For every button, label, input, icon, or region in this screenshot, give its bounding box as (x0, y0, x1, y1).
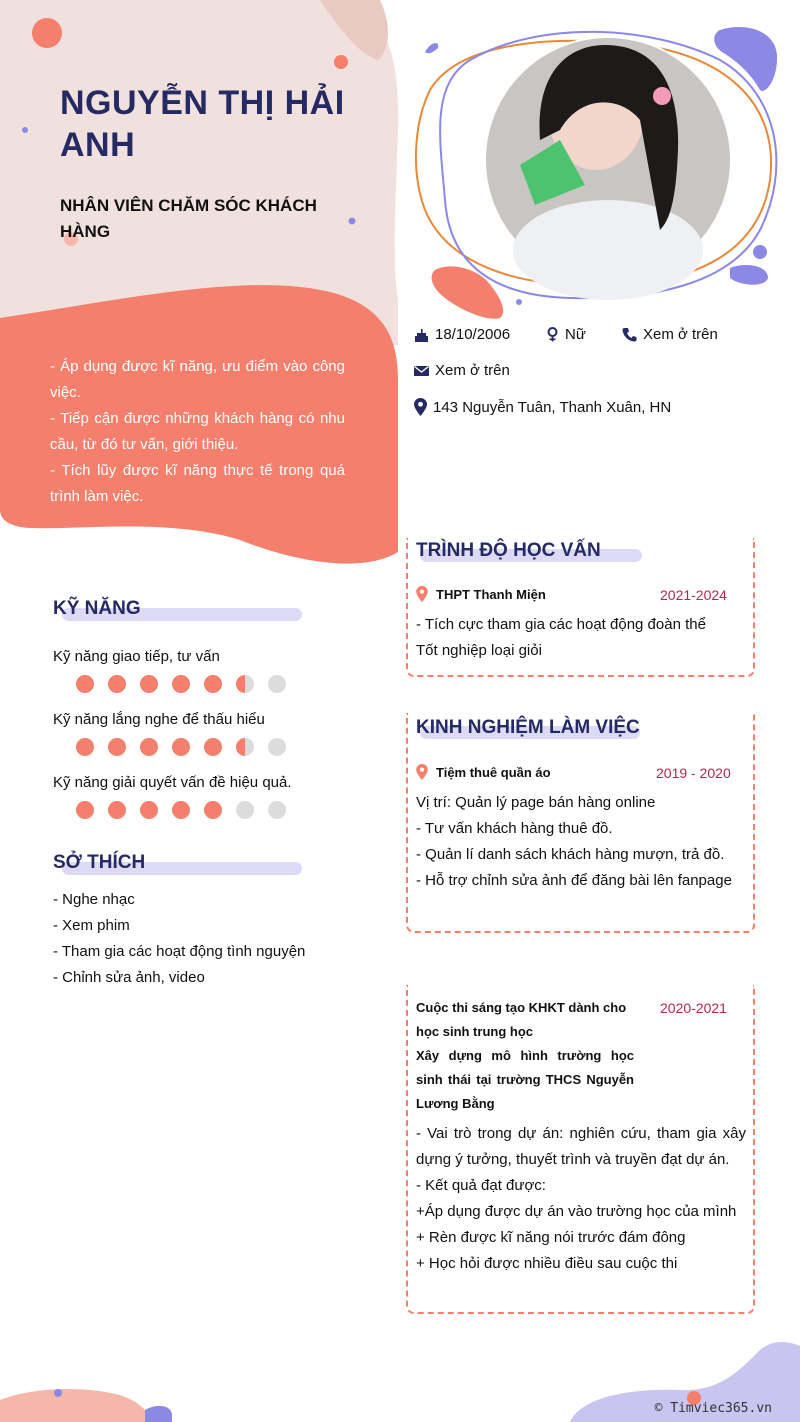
dot-decor (516, 299, 522, 305)
project-date: 2020-2021 (660, 1000, 727, 1016)
school-name: THPT Thanh Miện (436, 587, 546, 602)
experience-details (416, 790, 746, 894)
phone-row (622, 326, 718, 343)
skill-dot (236, 738, 254, 756)
experience-date: 2019 - 2020 (656, 765, 731, 781)
skill-rating (76, 675, 286, 693)
skill-dot (76, 801, 94, 819)
skill-dot (140, 675, 158, 693)
experience-title: KINH NGHIỆM LÀM VIỆC (416, 717, 640, 738)
experience-line: - Quản lí danh sách khách hàng mượn, trả đồ. (416, 846, 725, 863)
hobby-item: - Nghe nhạc (53, 891, 135, 908)
project-line: + Rèn được kĩ năng nói trước đám đông (416, 1229, 686, 1246)
gender-value: Nữ (565, 326, 586, 343)
education-title: TRÌNH ĐỘ HỌC VẤN (416, 540, 601, 561)
career-objective (50, 354, 345, 510)
experience-line: - Tư vấn khách hàng thuê đồ. (416, 820, 613, 837)
lavender-blob-right (730, 265, 768, 285)
dot-decor (22, 127, 28, 133)
objective-line: - Tiếp cận được những khách hàng có nhu cầu, từ đó tư vấn, giới thiệu. (50, 410, 345, 453)
skill-name: Kỹ năng lắng nghe để thấu hiểu (53, 711, 265, 728)
email-value: Xem ở trên (435, 362, 510, 379)
skill-dot (140, 801, 158, 819)
skill-dot (236, 801, 254, 819)
birthday-value: 18/10/2006 (435, 326, 511, 343)
skill-dot (108, 675, 126, 693)
skill-rating (76, 801, 286, 819)
coral-drop (432, 266, 504, 318)
skill-dot (236, 675, 254, 693)
envelope-icon (414, 365, 429, 377)
objective-line: - Áp dụng được kĩ năng, ưu điểm vào công việc. (50, 358, 345, 401)
skill-dot (204, 675, 222, 693)
skill-dot (76, 675, 94, 693)
education-line: - Tích cực tham gia các hoạt động đoàn thể (416, 616, 706, 633)
skill-dot (268, 801, 286, 819)
skill-dot (172, 801, 190, 819)
education-pin-icon (416, 586, 428, 607)
footer-watermark: © Timviec365.vn (654, 1401, 772, 1416)
project-line: +Áp dụng được dự án vào trường học của mình (416, 1203, 737, 1220)
skills-title: KỸ NĂNG (53, 598, 141, 619)
skill-name: Kỹ năng giải quyết vấn đề hiệu quả. (53, 774, 292, 791)
skill-dot (140, 738, 158, 756)
skill-dot (204, 738, 222, 756)
experience-pin-icon (416, 764, 428, 785)
company-name: Tiệm thuê quần áo (436, 765, 551, 780)
skill-dot (204, 801, 222, 819)
map-pin-icon (414, 398, 427, 416)
lavender-bottom-left (145, 1406, 172, 1422)
skill-dot (172, 738, 190, 756)
lavender-blob-small (425, 43, 438, 53)
experience-line: - Hỗ trợ chỉnh sửa ảnh để đăng bài lên fanpage (416, 872, 732, 889)
dot-decor (753, 245, 767, 259)
project-details (416, 1121, 746, 1277)
hobbies-title: SỞ THÍCH (53, 852, 146, 873)
email-row (414, 362, 510, 379)
experience-line: Vị trí: Quản lý page bán hàng online (416, 794, 656, 811)
skill-name: Kỹ năng giao tiếp, tư vấn (53, 648, 220, 665)
skill-dot (172, 675, 190, 693)
dot-decor (54, 1389, 62, 1397)
phone-value: Xem ở trên (643, 326, 718, 343)
candidate-name: NGUYỄN THỊ HẢI ANH (60, 84, 345, 164)
education-date: 2021-2024 (660, 587, 727, 603)
project-name: Xây dựng mô hình trường học sinh thái tại trường THCS Nguyễn Lương Bằng (416, 1048, 634, 1111)
job-position: NHÂN VIÊN CHĂM SÓC KHÁCH HÀNG (60, 196, 317, 241)
project-line: - Kết quả đạt được: (416, 1177, 546, 1194)
hobby-item: - Tham gia các hoạt động tình nguyện (53, 943, 306, 960)
skill-dot (268, 738, 286, 756)
phone-icon (622, 327, 637, 342)
project-contest: Cuộc thi sáng tạo KHKT dành cho học sinh trung học (416, 1000, 627, 1039)
project-title (416, 996, 634, 1116)
skill-rating (76, 738, 286, 756)
project-line: + Học hỏi được nhiều điều sau cuộc thi (416, 1255, 678, 1272)
hobby-list (53, 887, 305, 991)
gender-row (546, 326, 586, 343)
address-value: 143 Nguyễn Tuân, Thanh Xuân, HN (433, 398, 672, 416)
objective-line: - Tích lũy được kĩ năng thực tế trong quá trình làm việc. (50, 462, 345, 505)
skill-dot (108, 801, 126, 819)
birthday-row (414, 326, 510, 343)
hobby-item: - Xem phim (53, 917, 130, 934)
address-row (414, 398, 671, 416)
education-line: Tốt nghiệp loại giỏi (416, 642, 542, 659)
skill-dot (76, 738, 94, 756)
skill-dot (108, 738, 126, 756)
cake-icon (414, 327, 429, 343)
coral-bottom-left (0, 1389, 150, 1422)
skill-dot (268, 675, 286, 693)
project-line: - Vai trò trong dự án: nghiên cứu, tham gia xây dựng ý tưởng, thuyết trình và truyền đạt dự án. (416, 1125, 746, 1168)
dot-decor (334, 55, 348, 69)
hobby-item: - Chỉnh sửa ảnh, video (53, 969, 205, 986)
gender-icon (546, 326, 559, 343)
education-details (416, 612, 746, 664)
dot-decor (32, 18, 62, 48)
